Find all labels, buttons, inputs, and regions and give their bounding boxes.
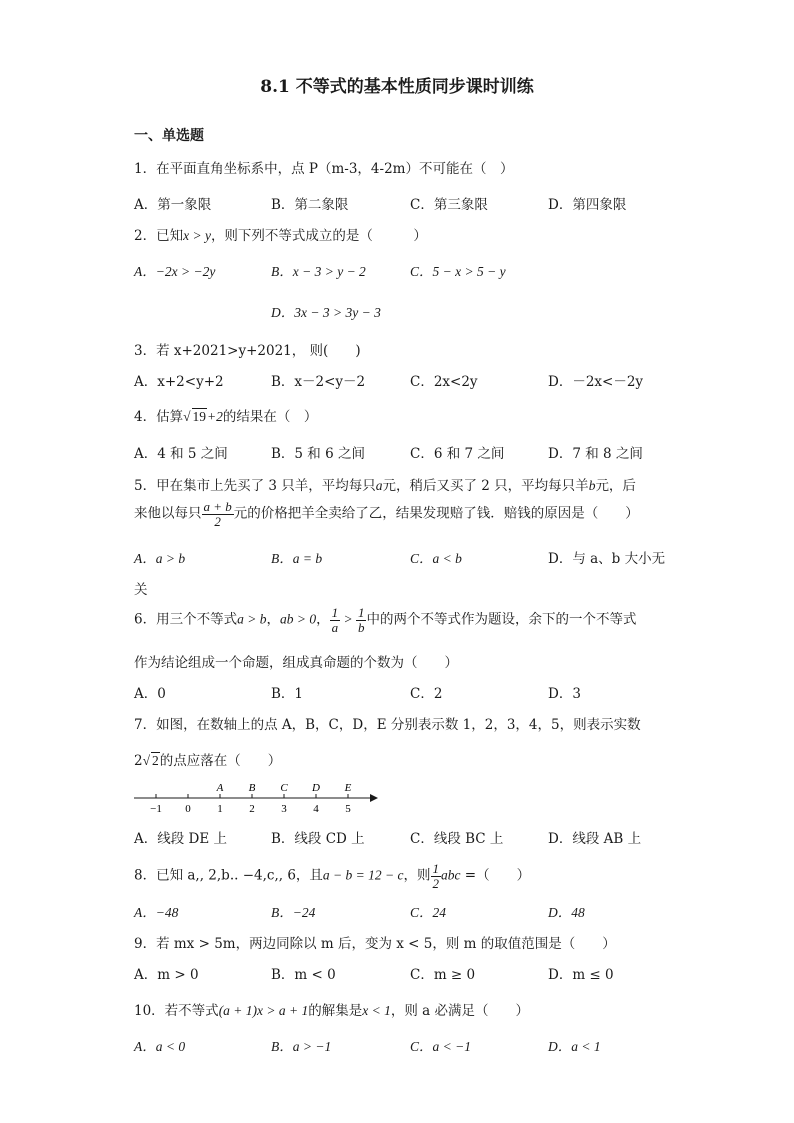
q10-option-c: C．a < −1 [410,1039,471,1054]
q10-math2: x < 1 [362,1003,391,1018]
q3-option-d: D．－2x<－2y [548,374,644,390]
number-line-tick-label: 3 [281,803,287,815]
number-line-arrow-icon [370,794,378,802]
q4-text-pre: 4．估算 [134,409,184,425]
q2-option-a: A．−2x > −2y [134,264,216,279]
q10-option-b: B．a > −1 [271,1039,332,1054]
q6-frac-right: $\frac{1}{b}$ [357,605,365,635]
q9-option-b: B．m < 0 [271,967,336,983]
q6-pre: 6．用三个不等式 [134,611,238,628]
question-7-line1: 7．如图，在数轴上的点 A，B，C，D，E 分别表示数 1，2，3，4，5，则表示实数 [134,717,641,733]
q5-option-b: B．a = b [271,551,323,566]
q5-option-c: C．a < b [410,551,462,566]
question-9: 9．若 mx > 5m，两边同除以 m 后，变为 x < 5，则 m 的取值范围是（ ） [134,936,616,952]
q5-option-a: A．a > b [134,551,186,566]
q2-text-pre: 2．已知 [134,228,184,244]
q2-option-c: C．5 − x > 5 − y [410,264,506,279]
q1-option-d: D．第四象限 [548,197,627,213]
q4-option-c: C．6 和 7 之间 [410,446,505,462]
q6-post: 中的两个不等式作为题设，余下的一个不等式 [366,611,637,628]
q3-option-b: B．x－2<y－2 [271,374,366,390]
q8-math: a − b = 12 − c [322,867,404,883]
q4-option-a: A．4 和 5 之间 [134,446,228,462]
question-5-line1 [134,474,636,494]
q5-fraction: $\frac{a + b}{2}$ [203,499,232,529]
q5-post: 元，后 [595,478,636,494]
q4-option-d: D．7 和 8 之间 [548,446,643,462]
q6-ineq1: a > b [237,611,267,627]
number-line-point-label: D [312,782,320,794]
q7-sqrt: 2 [152,753,159,768]
number-line-tick-label: 4 [313,803,319,815]
question-8 [134,862,530,890]
question-3: 3．若 x+2021>y+2021， 则( ) [134,343,361,359]
q5-pre: 5．甲在集市上先买了 3 只羊，平均每只 [134,478,376,494]
q10-pre: 10．若不等式 [134,1003,219,1019]
q10-option-d: D．a < 1 [548,1039,601,1054]
question-1: 1．在平面直角坐标系中，点 P（m-3，4-2m）不可能在（ ） [134,161,514,177]
page-title: 8.1 不等式的基本性质同步课时训练 [260,77,534,97]
q4-text-post: 的结果在（ ） [222,409,318,425]
number-line-tick-label: 2 [249,803,255,815]
number-line-point-label: A [216,782,224,794]
question-2 [134,224,427,244]
q6-option-b: B．1 [271,686,304,702]
question-5-line2 [134,500,639,528]
q8-mid: ，则 [403,867,431,884]
q6-option-c: C．2 [410,686,443,702]
q10-math: (a + 1)x > a + 1 [218,1003,309,1018]
q3-option-c: C．2x<2y [410,374,478,390]
q1-option-a: A．第一象限 [134,197,212,213]
q6-option-d: D．3 [548,686,581,702]
number-line-figure [134,778,384,818]
number-line-tick-label: 0 [185,803,191,815]
q8-fraction: $\frac{1}{2}$ [432,861,439,891]
q10-option-a: A．a < 0 [134,1039,186,1054]
q8-option-d: D．48 [548,905,585,920]
q8-option-a: A．−48 [134,905,179,920]
q2-option-d: D．3x − 3 > 3y − 3 [271,305,381,320]
q5-var-a: a [375,478,383,493]
q8-option-b: B．−24 [271,905,316,920]
q10-mid: 的解集是 [308,1003,363,1019]
number-line-tick-label: 5 [345,803,351,815]
q9-option-d: D．m ≤ 0 [548,967,614,983]
q7-coef: 2 [134,753,143,769]
q2-text-post: ，则下列不等式成立的是（ ） [210,228,427,244]
q7-option-b: B．线段 CD 上 [271,831,365,847]
q9-option-a: A．m > 0 [134,967,199,983]
q8-post: =（ ） [460,867,531,884]
number-line-point-label: B [248,782,256,794]
q8-pre: 8．已知 a,, 2,b.. −4,c,, 6，且 [134,867,323,884]
q6-ineq2: ab > 0 [279,611,317,627]
q5-option-d-wrap: 关 [134,582,148,598]
q10-post: ，则 a 必满足（ ） [390,1003,530,1019]
question-4: 4．估算√ 19+2的结果在（ ） [134,409,318,425]
question-6-line1: 6．用三个不等式a > b，ab > 0， $\frac{1}{a}$ > $\frac{1}{b}$ 中的两个不等式作为题设，余下的一个不等式 [134,605,637,635]
question-10 [134,999,529,1019]
q7-option-a: A．线段 DE 上 [134,831,228,847]
q2-math: x > y [183,228,211,243]
q5-line2-post: 元的价格把羊全卖给了乙，结果发现赔了钱．赔钱的原因是（ ） [233,505,639,522]
q4-option-b: B．5 和 6 之间 [271,446,365,462]
section-heading: 一、单选题 [134,128,204,144]
q2-option-b: B．x − 3 > y − 2 [271,264,366,279]
q5-line2-pre: 来他以每只 [134,505,202,522]
q6-frac-left: $\frac{1}{a}$ [331,605,339,635]
q5-option-d: D．与 a、b 大小无 [548,551,666,567]
number-line-point-label: E [344,782,352,794]
q5-var-b: b [588,478,596,493]
question-6-line2: 作为结论组成一个命题，组成真命题的个数为（ ） [134,655,458,671]
number-line-point-label: C [280,782,288,794]
q6-option-a: A．0 [134,686,166,702]
q8-math2: abc [441,867,461,883]
q3-option-a: A．x+2<y+2 [134,374,224,390]
q1-option-c: C．第三象限 [410,197,488,213]
q9-option-c: C．m ≥ 0 [410,967,476,983]
q8-option-c: C．24 [410,905,447,920]
question-7-line2: 2√ 2的点应落在（ ） [134,753,282,769]
number-line-tick-label: −1 [150,803,162,815]
number-line-tick-label: 1 [217,803,223,815]
q4-math: +2 [207,409,223,424]
q7-option-d: D．线段 AB 上 [548,831,642,847]
q7-option-c: C．线段 BC 上 [410,831,504,847]
q5-mid: 元，稍后又买了 2 只，平均每只羊 [382,478,589,494]
q7-post: 的点应落在（ ） [159,753,282,769]
q1-option-b: B．第二象限 [271,197,349,213]
q4-sqrt: 19 [192,409,207,424]
